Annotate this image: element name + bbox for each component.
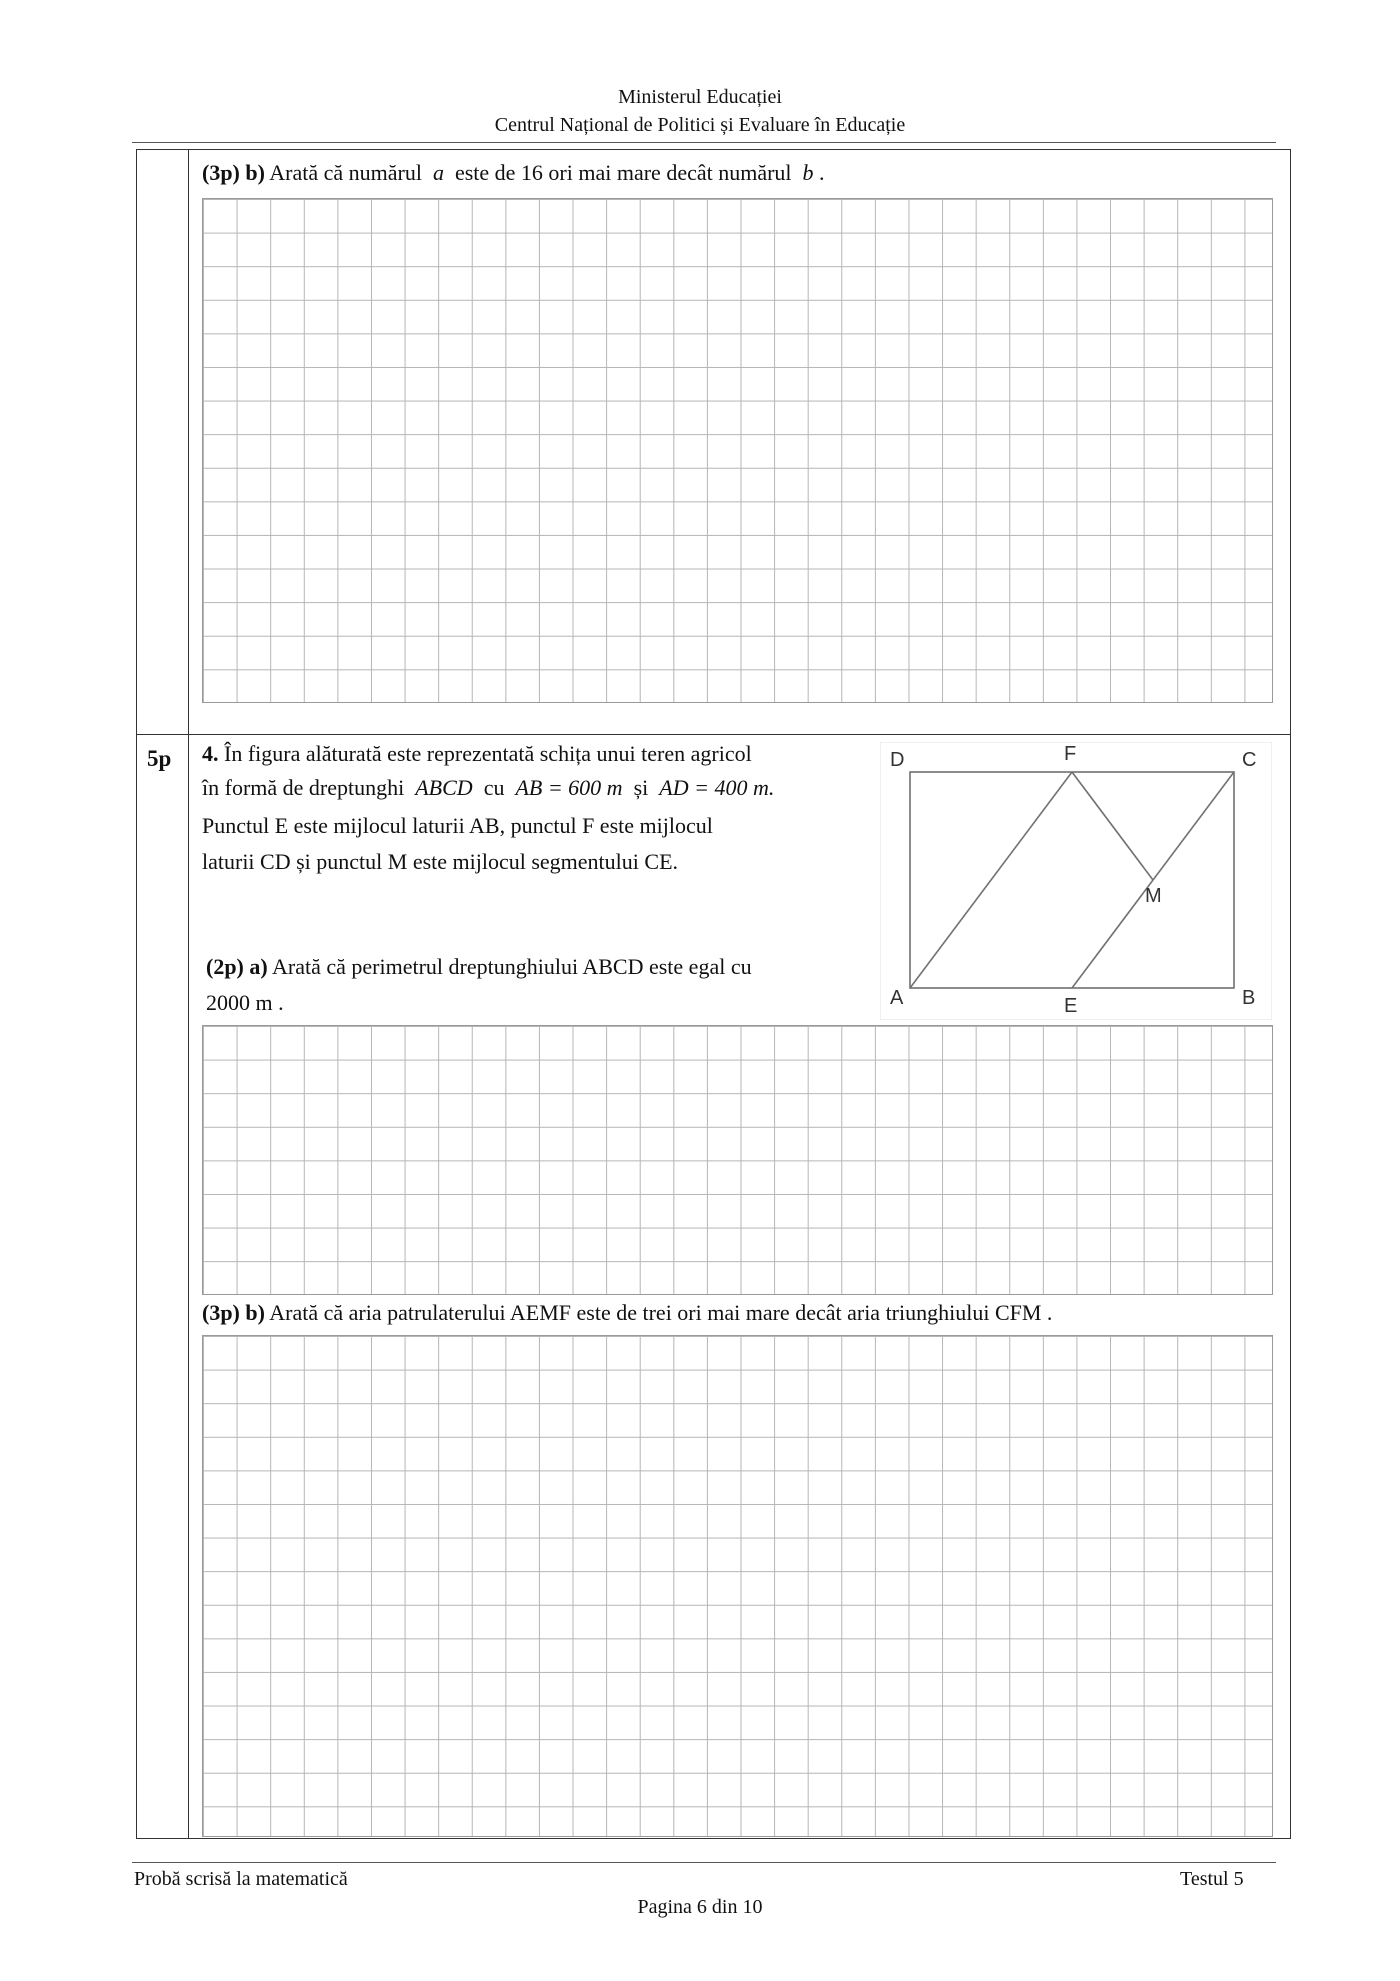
answer-grid-part-b[interactable] — [202, 1335, 1273, 1837]
points-label: 5p — [147, 746, 172, 771]
header-divider — [132, 142, 1276, 143]
label-d: D — [890, 749, 905, 771]
problem4-line1: 4. În figura alăturată este reprezentată schița unui teren agricol — [202, 741, 752, 766]
label-e: E — [1064, 995, 1078, 1017]
points-column-divider — [188, 149, 189, 1839]
problem4-number: 4. — [202, 741, 219, 766]
footer-subject: Probă scrisă la matematică — [134, 1868, 348, 1890]
label-f: F — [1064, 743, 1077, 765]
part-b-statement: (3p) b) Arată că aria patrulaterului AEMF este de trei ori mai mare decât aria triunghiului CFM . — [202, 1300, 1053, 1325]
footer-test-number: Testul 5 — [1180, 1868, 1244, 1890]
problem4-line4: laturii CD și punctul M este mijlocul segmentului CE. — [202, 849, 679, 874]
answer-grid-part-a[interactable] — [202, 1025, 1273, 1295]
part-a-label: (2p) a) — [206, 954, 268, 979]
row-divider — [136, 734, 1291, 735]
footer-divider — [132, 1862, 1276, 1863]
prev-part-b-statement: (3p) b) Arată că numărul a este de 16 ori mai mare decât numărul b . — [202, 160, 825, 185]
footer-page-number: Pagina 6 din 10 — [637, 1896, 763, 1918]
label-m: M — [1145, 885, 1162, 907]
header-center: Centrul Național de Politici și Evaluare în Educație — [494, 114, 906, 136]
part-a-statement-cont: 2000 m . — [206, 990, 284, 1015]
problem4-line2: în formă de dreptunghi ABCD cu AB = 600 m și AD = 400 m. — [202, 775, 775, 800]
label-a: A — [890, 987, 904, 1009]
prev-part-b-label: (3p) b) — [202, 160, 265, 185]
part-b-label: (3p) b) — [202, 1300, 265, 1325]
label-c: C — [1242, 749, 1257, 771]
header-ministry: Ministerul Educației — [618, 86, 782, 108]
problem4-line3: Punctul E este mijlocul laturii AB, punctul F este mijlocul — [202, 813, 713, 838]
answer-grid-prev-b[interactable] — [202, 198, 1273, 703]
label-b: B — [1242, 987, 1256, 1009]
figure-frame — [880, 742, 1272, 1020]
rectangle-figure — [880, 742, 1272, 1020]
part-a-statement: (2p) a) Arată că perimetrul dreptunghiului ABCD este egal cu — [206, 954, 752, 979]
